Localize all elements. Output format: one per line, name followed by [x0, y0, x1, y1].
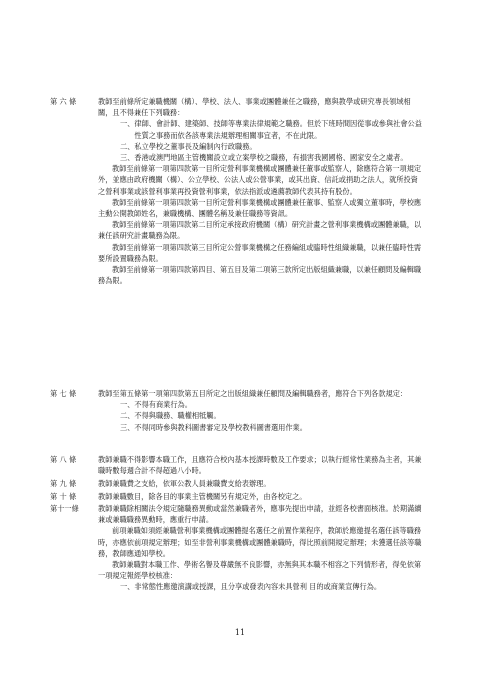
paragraph: 前項兼職如須經兼職營利事業機構或團體提名選任之前置作業程序，教師於應邀提名選任該等職務時，亦應依前項規定辦理；如至非營利事業機構或團體兼職時，得比照前開規定辦理；未獲選任該等職務，教師應通知學校。 [98, 526, 422, 558]
paragraph: 教師至前條第一項第四款第四目、第五目及第二項第三款所定出版組織兼職，以兼任顧問及編輯職務為限。 [98, 265, 422, 286]
article-text: 教師兼職數目，除各目的事業主管機關另有規定外，由各校定之。 [98, 492, 307, 501]
paragraph: 教師至前條第一項第四款第一目所定營利事業機構或團體兼任董事或監察人，除應符合第一項規定外，並應由政府機關（構）、公立學校、公法人或公營事業，或其出資、信託或捐助之法人，就所投資之營利事業或該營利事業再投資營利事業，依法指派或遴薦教師代表其持有股份。 [98, 164, 422, 196]
article-9 [50, 478, 425, 489]
article-8 [50, 454, 425, 476]
article-text: 教師兼職費之支給，依軍公教人員兼職費支給表辦理。 [98, 479, 271, 488]
list-item [120, 422, 425, 433]
article-7 [50, 388, 425, 433]
item-text: 私立學校之董事長及編制內行政職務。 [134, 141, 257, 151]
article-label: 第十一條 [50, 504, 79, 513]
paragraph: 教師至前條第一項第四款第二目所定承接政府機關（構）研究計畫之營利事業機構或團體兼職，以兼任該研究計畫職務為限。 [98, 220, 422, 241]
article-10 [50, 491, 425, 502]
item-number: 一、 [120, 400, 135, 410]
item-number: 二、 [120, 411, 135, 421]
list-item [120, 152, 425, 163]
item-text: 律師、會計師、建築師、技師等專業法律規範之職務。但於下班時間因從事或參與社會公益性質之事務而依各該專業法規辦理相關事宜者，不在此限。 [134, 119, 422, 140]
list-item [120, 118, 425, 140]
article-label: 第 七 條 [50, 389, 77, 398]
list-item [120, 399, 425, 410]
article-intro: 教師至第五條第一項第四款第五目所定之出版組織兼任顧問及編輯職務者，應符合下列各款規定： [98, 389, 408, 398]
article-label: 第 六 條 [50, 97, 77, 106]
list-item [120, 141, 425, 152]
article-6 [50, 96, 425, 286]
item-text: 不得同時參與教科圖書審定及學校教科圖書選用作業。 [134, 422, 307, 432]
item-text: 不得有商業行為。 [134, 400, 192, 410]
article-intro: 教師至前條所定兼職機關（構）、學校、法人、事業或團體兼任之職務，應與教學或研究專長領域相關，且不得兼任下列職務： [98, 97, 411, 118]
paragraph: 教師兼職對本職工作、學術名譽及尊嚴無不良影響，亦無與其本職不相容之下列情形者，得免依第一項規定報經學校核准： [98, 560, 422, 581]
item-number: 三、 [120, 153, 135, 163]
item-text: 不得與職務、職權相牴觸。 [134, 411, 221, 421]
article-label: 第 九 條 [50, 479, 77, 488]
list-item [120, 581, 425, 592]
article-label: 第 十 條 [50, 492, 77, 501]
paragraph: 教師至前條第一項第四款第三目所定公營事業機構之任務編組或臨時性組織兼職，以兼任臨時性需要所設置職務為限。 [98, 242, 422, 263]
item-number: 三、 [120, 422, 135, 432]
list-item [120, 410, 425, 421]
item-number: 二、 [120, 141, 135, 151]
article-intro: 教師兼職除相關法令規定隨職務異動或當然兼職者外，應事先提出申請，並經各校書面核准。於期滿續兼或兼職職務異動時，應重行申請。 [98, 504, 422, 525]
page-number: 11 [234, 628, 246, 637]
item-list [120, 581, 425, 592]
article-label: 第 八 條 [50, 455, 77, 464]
item-list [120, 118, 425, 163]
item-number: 一、 [120, 582, 135, 592]
item-number: 一、 [120, 119, 135, 129]
article-text: 教師兼職不得影響本職工作，且應符合校內基本授課時數及工作要求；以執行經常性業務為主者，其兼職時數每週合計不得超過八小時。 [98, 455, 422, 476]
item-text: 非常態性應邀演講或授課，且分享或發表內容未具營利 目的或商業宣傳行為。 [134, 582, 382, 592]
item-text: 香港或澳門地區主管機關設立或立案學校之職務，有損害我國國格、國家安全之虞者。 [134, 153, 408, 163]
article-11 [50, 503, 425, 593]
paragraph: 教師至前條第一項第四款第一目所定營利事業機構或團體兼任董事、監察人或獨立董事時，學校應主動公開教師姓名，兼職機構、團體名稱及兼任職務等資訊。 [98, 197, 422, 219]
item-list [120, 399, 425, 433]
